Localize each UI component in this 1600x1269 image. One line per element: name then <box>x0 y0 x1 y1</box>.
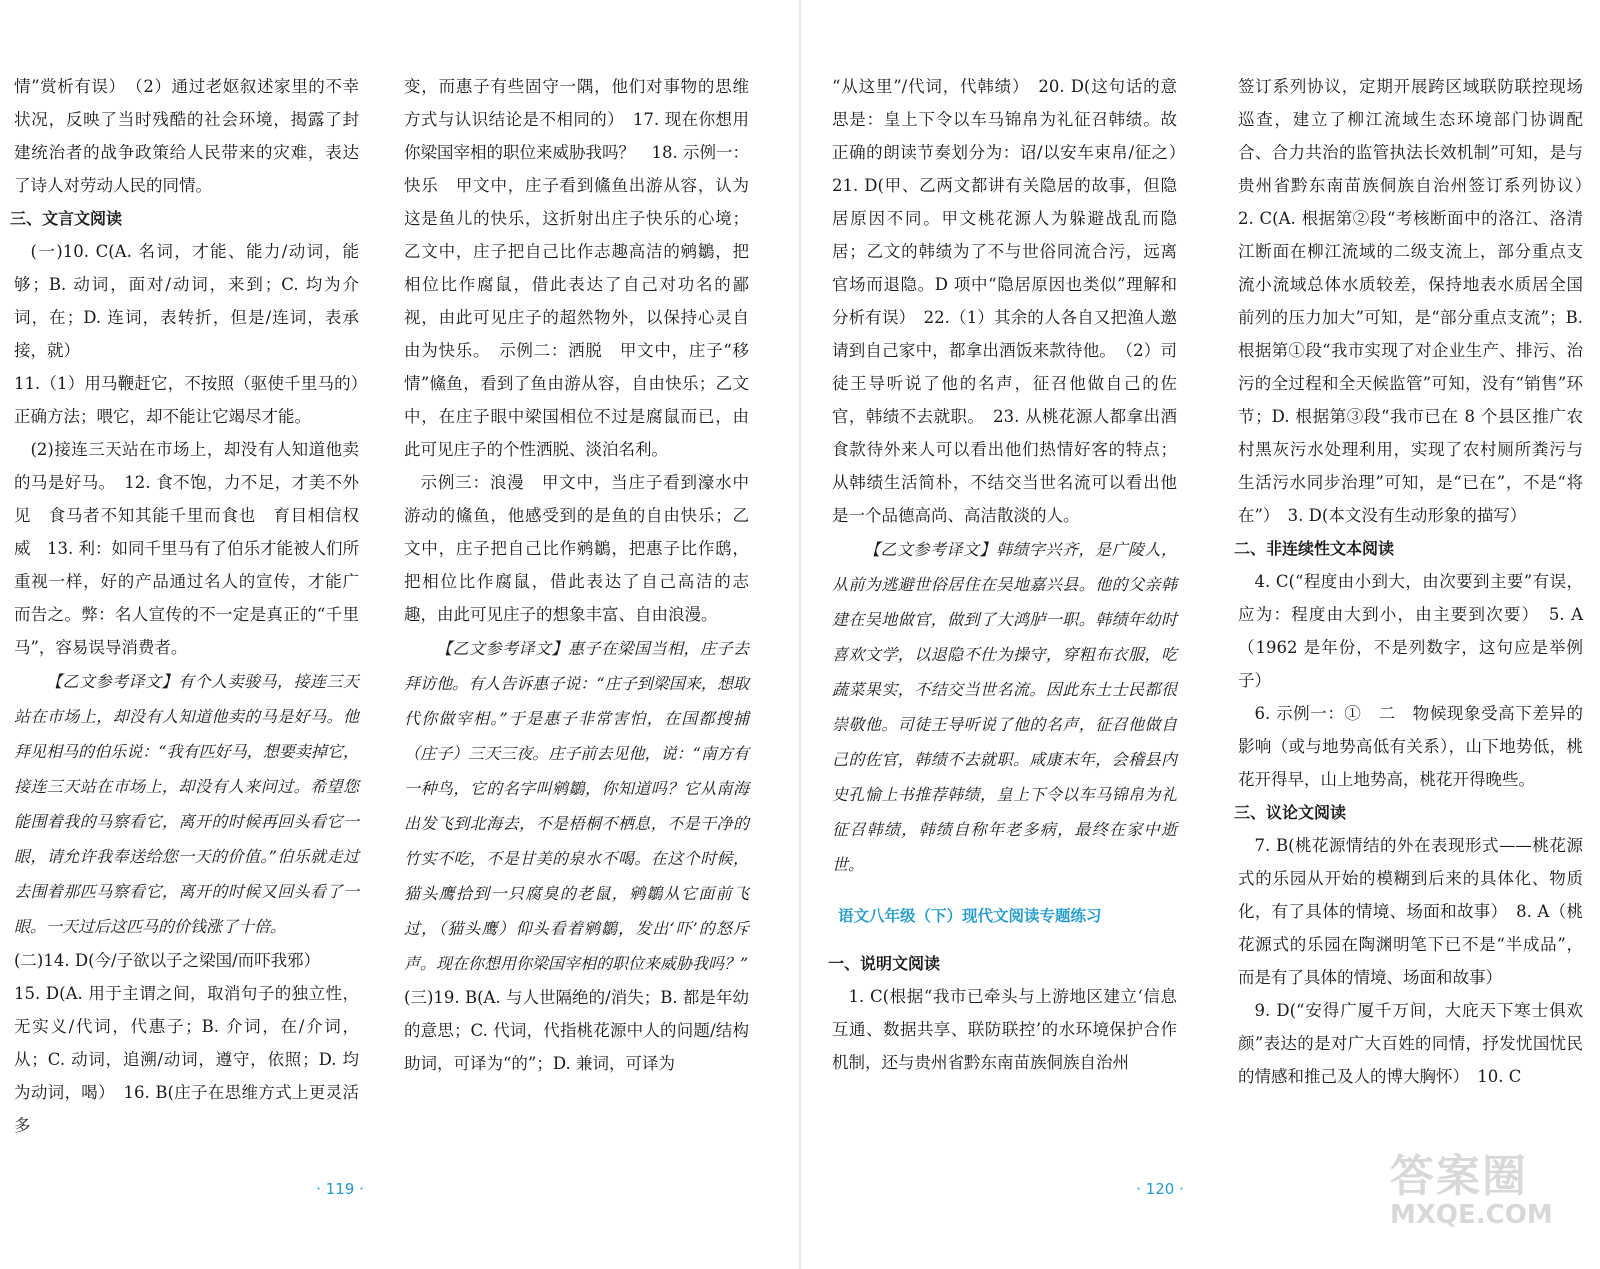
answer-paragraph: 示例三：浪漫 甲文中，当庄子看到濠水中游动的鯈鱼，他感受到的是鱼的自由快乐；乙文中，庄子把自己比作鹓鶵，把惠子比作鸱，把相位比作腐鼠，借此表达了自己高洁的志趣，由此可见庄子的想象丰富、自由浪漫。 <box>404 473 749 624</box>
answer-paragraph: (二)14. D(今/子欲以子之梁国/而吓我邪） <box>14 951 321 970</box>
section-heading: 二、非连续性文本阅读 <box>1234 539 1395 558</box>
answer-paragraph: 11.（1）用马鞭赶它，不按照（驱使千里马的）正确方法；喂它，却不能让它竭尽才能。 <box>14 374 359 426</box>
page-number-left: · 119 · <box>316 1180 364 1198</box>
section-heading: 三、文言文阅读 <box>10 209 123 228</box>
answer-paragraph: 1. C(根据“我市已牵头与上游地区建立‘信息互通、数据共享、联防联控’的水环境保护合作机制，还与贵州省黔东南苗族侗族自治州 <box>832 987 1177 1072</box>
answer-paragraph: 情”赏析有误） （2）通过老妪叙述家里的不幸状况，反映了当时残酷的社会环境，揭露了封建统治者的战争政策给人民带来的灾难，表达了诗人对劳动人民的同情。 <box>14 77 359 195</box>
translation-paragraph: 【乙文参考译文】惠子在梁国当相，庄子去拜访他。有人告诉惠子说：“庄子到梁国来，想取代你做宰相。”于是惠子非常害怕，在国都搜捕（庄子）三天三夜。庄子前去见他，说：“南方有一种鸟，它的名字叫鹓鶵，你知道吗？它从南海出发飞到北海去，不是梧桐不栖息，不是干净的竹实不吃，不是甘美的泉水不喝。在这个时候，猫头鹰拾到一只腐臭的老鼠，鹓鶵从它面前飞过，（猫头鹰）仰头看着鹓鶵，发出‘吓’的怒斥声。现在你想用你梁国宰相的职位来威胁我吗？” <box>404 639 749 973</box>
section-heading: 三、议论文阅读 <box>1234 803 1347 822</box>
answer-paragraph: 6. 示例一：① 二 物候现象受高下差异的影响（或与地势高低有关系），山下地势低，桃花开得早，山上地势高，桃花开得晚些。 <box>1238 704 1583 789</box>
column-1 <box>10 70 359 1142</box>
translation-paragraph: 【乙文参考译文】韩绩字兴齐，是广陵人，从前为逃避世俗居住在吴地嘉兴县。他的父亲韩建在吴地做官，做到了大鸿胪一职。韩绩年幼时喜欢文学，以退隐不仕为操守，穿粗布衣服，吃蔬菜果实，不结交当世名流。因此东土士民都很崇敬他。司徒王导听说了他的名声，征召他做自己的佐官，韩绩不去就职。咸康末年，会稽县内史孔愉上书推荐韩绩，皇上下令以车马锦帛为礼征召韩绩，韩绩自称年老多病，最终在家中逝世。 <box>832 540 1177 874</box>
section-banner: 语文八年级（下）现代文阅读专题练习 <box>838 907 1102 925</box>
answer-paragraph: “从这里”/代词，代韩绩） 20. D(这句话的意思是：皇上下令以车马锦帛为礼征召韩绩。故正确的朗读节奏划分为：诏/以安车束帛/征之） 21. D(甲、乙两文都讲有关隐居的故事，但隐居原因不同。甲文桃花源人为躲避战乱而隐居；乙文的韩绩为了不与世俗同流合污，远离官场而退隐。D 项中“隐居原因也类似”理解和分析有误） 22.（1）其余的人各自又把渔人邀请到自己家中，都拿出酒饭来款待他。 （2）司徒王导听说了他的名声，征召他做自己的佐官，韩绩不去就职。 23. 从桃花源人都拿出酒食款待外来人可以看出他们热情好客的特点；从韩绩生活简朴，不结交当世名流可以看出他是一个品德高尚、高洁散淡的人。 <box>832 77 1194 525</box>
answer-paragraph: (2)接连三天站在市场上，却没有人知道他卖的马是好马。 12. 食不饱，力不足，才美不外见 食马者不知其能千里而食也 育目相信权威 13. 利：如同千里马有了伯乐才能被人们所重视一样，好的产品通过名人的宣传，才能广而告之。弊：名人宣传的不一定是真正的“千里马”，容易误导消费者。 <box>14 440 359 657</box>
answer-paragraph: 7. B(桃花源情结的外在表现形式——桃花源式的乐园从开始的模糊到后来的具体化、物质化，有了具体的情境、场面和故事） 8. A（桃花源式的乐园在陶渊明笔下已不是“半成品”，而是有了具体的情境、场面和故事） <box>1238 836 1583 987</box>
column-4 <box>1234 70 1600 1093</box>
watermark-url: MXQE.COM <box>1390 1200 1553 1230</box>
answer-paragraph: 15. D(A. 用于主谓之间，取消句子的独立性，无实义/代词，代惠子；B. 介词，在/介词，从；C. 动词，追溯/动词，遵守，依照；D. 均为动词，喝） 16. B(庄子在思维方式上更灵活多 <box>14 984 359 1135</box>
answer-paragraph: 4. C(“程度由小到大，由次要到主要”有误，应为：程度由大到小，由主要到次要） 5. A（1962 是年份，不是列数字，这句应是举例子） <box>1238 572 1583 690</box>
column-2 <box>404 70 749 1080</box>
page-number-right: · 120 · <box>1136 1180 1184 1198</box>
answer-paragraph: 9. D(“安得广厦千万间，大庇天下寒士俱欢颜”表达的是对广大百姓的同情，抒发忧国忧民的情感和推己及人的博大胸怀） 10. C <box>1238 1001 1583 1086</box>
right-page <box>800 0 1600 1269</box>
watermark-logo <box>1390 1140 1590 1260</box>
section-heading: 一、说明文阅读 <box>828 954 941 973</box>
translation-paragraph: 【乙文参考译文】有个人卖骏马，接连三天站在市场上，却没有人知道他卖的马是好马。他拜见相马的伯乐说：“我有匹好马，想要卖掉它，接连三天站在市场上，却没有人来问过。希望您能围着我的马察看它，离开的时候再回头看它一眼，请允许我奉送给您一天的价值。”伯乐就走过去围着那匹马察看它，离开的时候又回头看了一眼。一天过后这匹马的价钱涨了十倍。 <box>14 672 359 936</box>
answer-paragraph: (一)10. C(A. 名词，才能、能力/动词，能够；B. 动词，面对/动词，来到；C. 均为介词，在；D. 连词，表转折，但是/连词，表承接，就） <box>14 242 359 360</box>
answer-paragraph: 签订系列协议，定期开展跨区域联防联控现场巡查，建立了柳江流域生态环境部门协调配合、合力共治的监管执法长效机制”可知，是与贵州省黔东南苗族侗族自治州签订系列协议） 2. C(A. 根据第②段“考核断面中的洛江、洛清江断面在柳江流域的二级支流上，部分重点支流小流域总体水质较差，保持地表水质居全国前列的压力加大”可知，是“部分重点支流”；B. 根据第①段“我市实现了对企业生产、排污、治污的全过程和全天候监管”可知，没有“销售”环节；D. 根据第③段“我市已在 8 个县区推广农村黑灰污水处理利用，实现了农村厕所粪污与生活污水同步治理”可知，是“已在”，不是“将在”） 3. D(本文没有生动形象的描写） <box>1238 77 1600 525</box>
answer-paragraph: 变，而惠子有些固守一隅，他们对事物的思维方式与认识结论是不相同的） 17. 现在你想用你梁国宰相的职位来威胁我吗？ 18. 示例一：快乐 甲文中，庄子看到鯈鱼出游从容，认为这是鱼儿的快乐，这折射出庄子快乐的心境；乙文中，庄子把自己比作志趣高洁的鹓鶵，把相位比作腐鼠，借此表达了自己对功名的鄙视，由此可见庄子的超然物外，以保持心灵自由为快乐。 示例二：洒脱 甲文中，庄子“移情”鯈鱼，看到了鱼由游从容，自由快乐；乙文中，在庄子眼中梁国相位不过是腐鼠而已，由此可见庄子的个性洒脱、淡泊名利。 <box>404 77 749 459</box>
answer-paragraph: (三)19. B(A. 与人世隔绝的/消失；B. 都是年幼的意思；C. 代词，代指桃花源中人的问题/结构助词，可译为“的”；D. 兼词，可译为 <box>404 988 749 1073</box>
watermark-text: 答案圈 <box>1390 1151 1528 1202</box>
column-3 <box>828 70 1194 1079</box>
